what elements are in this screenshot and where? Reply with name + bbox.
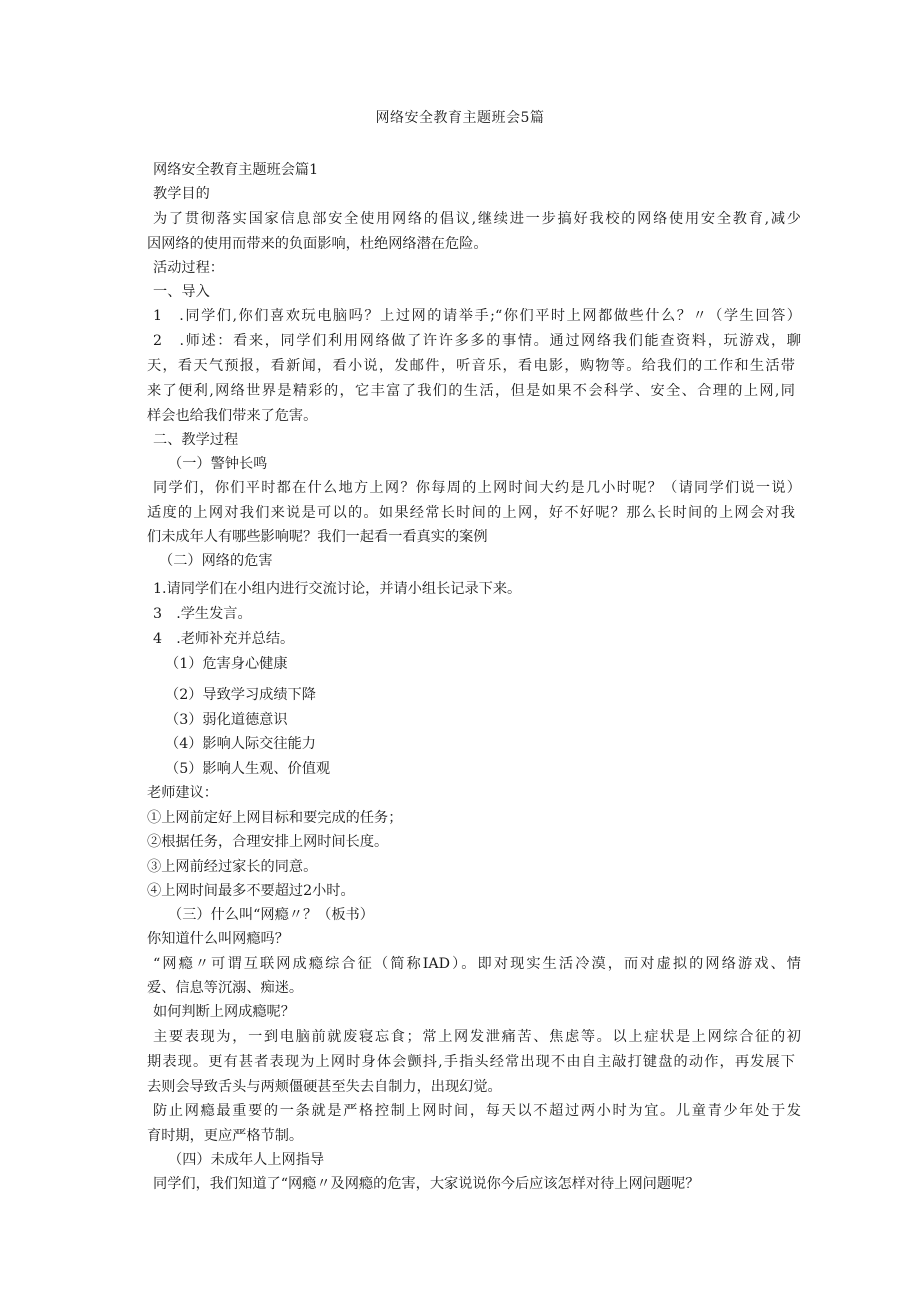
list-item: （2）导致学习成绩下降 — [165, 687, 316, 703]
paragraph-line: 去则会导致舌头与两颊僵硬甚至失去自制力，出现幻觉。 — [147, 1079, 502, 1095]
paragraph-line: 你知道什么叫网瘾吗？ — [147, 931, 289, 947]
subheading: 老师建议： — [147, 785, 218, 801]
list-item: ①上网前定好上网目标和要完成的任务； — [147, 810, 403, 826]
paragraph-line: 适度的上网对我们来说是可以的。如果经常长时间的上网，好不好呢？那么长时间的上网会对我 — [147, 505, 795, 521]
subheading: （二）网络的危害 — [159, 553, 273, 569]
paragraph-line: “网瘾〃可谓互联网成瘾综合征（简称IAD）。即对现实生活冷漠，而对虚拟的网络游戏、情 — [153, 956, 801, 972]
paragraph-line: 爱、信息等沉溺、痴迷。 — [147, 980, 304, 996]
paragraph-line: 如何判断上网成瘾呢？ — [153, 1004, 295, 1020]
list-item: 4 .老师补充并总结。 — [153, 631, 295, 647]
list-item: （5）影响人生观、价值观 — [165, 761, 331, 777]
section-heading: 网络安全教育主题班会篇1 — [153, 162, 319, 178]
paragraph-line: 期表现。更有甚者表现为上网时身体会颤抖,手指头经常出现不由自主敲打键盘的动作，再发展下 — [147, 1054, 795, 1070]
list-item: （4）影响人际交往能力 — [165, 736, 316, 752]
paragraph-line: 育时期，更应严格节制。 — [147, 1128, 304, 1144]
list-item: （1）危害身心健康 — [165, 656, 288, 672]
list-item: 3 .学生发言。 — [153, 606, 252, 622]
document-title: 网络安全教育主题班会5篇 — [375, 110, 545, 126]
subheading: 二、教学过程 — [153, 432, 239, 448]
paragraph-line: 同学们，你们平时都在什么地方上网？你每周的上网时间大约是几小时呢？（请同学们说一说） — [153, 480, 801, 496]
subheading: （一）警钟长鸣 — [168, 456, 268, 472]
paragraph-line: 们未成年人有哪些影响呢？我们一起看一看真实的案例 — [147, 529, 488, 545]
paragraph-line: 来了便利,网络世界是精彩的，它丰富了我们的生活，但是如果不会科学、安全、合理的上网,同 — [147, 383, 795, 399]
subheading: 一、导入 — [153, 284, 210, 300]
subheading: 教学目的 — [153, 186, 210, 202]
subheading: （三）什么叫“网瘾〃？（板书） — [168, 907, 374, 923]
subheading: （四）未成年人上网指导 — [168, 1152, 325, 1168]
list-item: ③上网前经过家长的同意。 — [147, 859, 318, 875]
subheading: 活动过程： — [153, 260, 224, 276]
paragraph-line: 因网络的使用而带来的负面影响，杜绝网络潜在危险。 — [147, 236, 488, 252]
list-item: 2 .师述：看来，同学们利用网络做了许许多多的事情。通过网络我们能查资料，玩游戏，聊 — [153, 333, 801, 349]
list-item: ④上网时间最多不要超过2小时。 — [147, 883, 355, 899]
list-item: （3）弱化道德意识 — [165, 712, 288, 728]
paragraph-line: 同学们，我们知道了“网瘾〃及网瘾的危害，大家说说你今后应该怎样对待上网问题呢？ — [153, 1176, 700, 1192]
paragraph-line: 防止网瘾最重要的一条就是严格控制上网时间，每天以不超过两小时为宜。儿童青少年处于发 — [153, 1103, 801, 1119]
list-item: 1 .同学们,你们喜欢玩电脑吗？上过网的请举手;“你们平时上网都做些什么？〃（学生回答） — [153, 308, 801, 324]
paragraph-line: 天，看天气预报，看新闻，看小说，发邮件，听音乐，看电影，购物等。给我们的工作和生活带 — [147, 358, 795, 374]
paragraph-line: 样会也给我们带来了危害。 — [147, 408, 318, 424]
paragraph-line: 为了贯彻落实国家信息部安全使用网络的倡议,继续进一步搞好我校的网络使用安全教育,减少 — [153, 211, 801, 227]
paragraph-line: 主要表现为，一到电脑前就废寝忘食；常上网发泄痛苦、焦虑等。以上症状是上网综合征的初 — [153, 1029, 801, 1045]
list-item: 1.请同学们在小组内进行交流讨论，并请小组长记录下来。 — [153, 581, 522, 597]
list-item: ②根据任务，合理安排上网时间长度。 — [147, 834, 389, 850]
